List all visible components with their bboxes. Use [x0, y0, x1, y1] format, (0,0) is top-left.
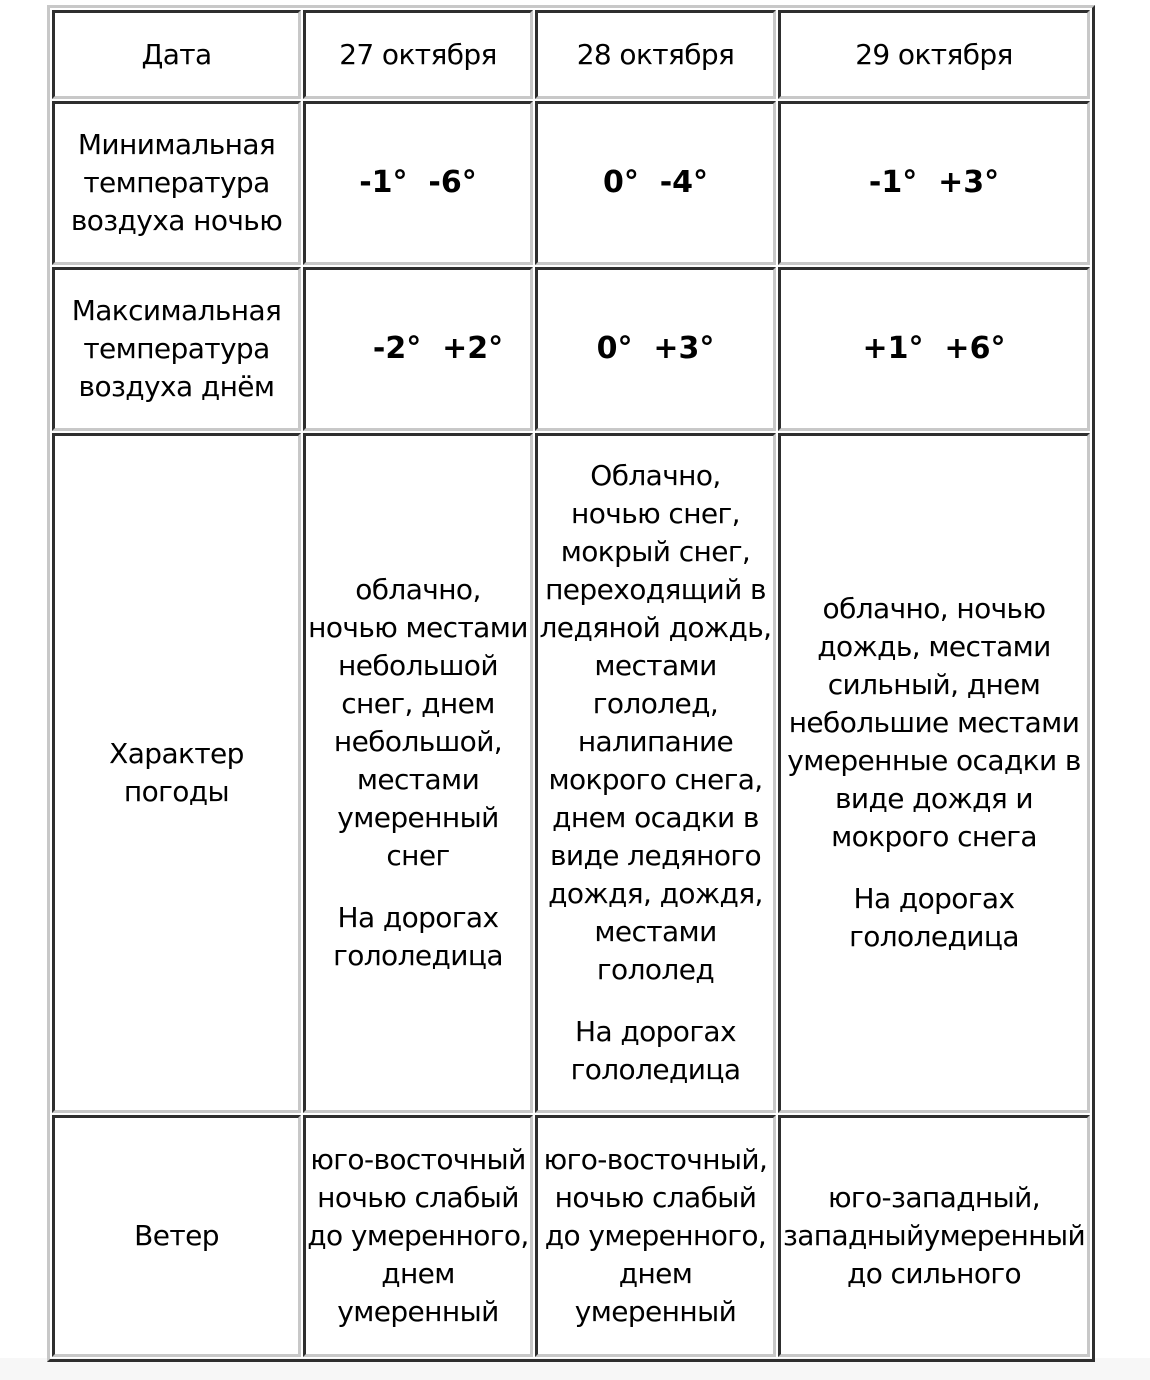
max-temp-cell	[303, 267, 533, 431]
min-temp-value: -1° +3°	[868, 165, 1000, 200]
table-row-wind	[52, 1115, 1090, 1357]
table-row-min-temp	[52, 101, 1090, 265]
weather-forecast-table	[47, 5, 1095, 1362]
date-29: 29 октября	[855, 37, 1013, 71]
min-temp-label: Минимальная температура воздуха ночью	[70, 128, 283, 237]
date-28: 28 октября	[576, 37, 735, 71]
wind-label: Ветер	[134, 1219, 219, 1252]
row-header-weather	[52, 433, 301, 1113]
weather-cell	[535, 433, 776, 1113]
weather-label: Характер погоды	[109, 737, 244, 808]
date-27: 27 октября	[339, 37, 497, 71]
min-temp-value: 0° -4°	[602, 165, 709, 200]
weather-cell	[778, 433, 1090, 1113]
max-temp-value: 0° +3°	[596, 331, 715, 366]
wind-cell	[303, 1115, 533, 1357]
weather-description: облачно, ночью дождь, местами сильный, днем небольшие местами умеренные осадки в виде дождя и мокрого снега	[787, 592, 1081, 853]
weather-description: Облачно, ночью снег, мокрый снег, переходящий в ледяной дождь, местами гололед, налипание мокрого снега, днем осадки в виде ледяного дождя, дождя, местами гололед	[539, 459, 772, 986]
row-header-wind	[52, 1115, 301, 1357]
road-conditions: На дорогах гололедица	[570, 1015, 741, 1086]
date-cell	[778, 10, 1090, 99]
wind-value: юго-восточный, ночью слабый до умеренного, днем умеренный	[543, 1143, 768, 1328]
table-row-max-temp	[52, 267, 1090, 431]
weather-description: облачно, ночью местами небольшой снег, днем небольшой, местами умеренный снег	[308, 573, 528, 872]
max-temp-cell	[778, 267, 1090, 431]
table-row-weather	[52, 433, 1090, 1113]
road-conditions: На дорогах гололедица	[333, 901, 503, 972]
min-temp-cell	[778, 101, 1090, 265]
max-temp-value: -2° +2°	[372, 331, 504, 366]
weather-cell	[303, 433, 533, 1113]
max-temp-label: Максимальная температура воздуха днём	[71, 294, 282, 403]
date-cell	[535, 10, 776, 99]
min-temp-cell	[303, 101, 533, 265]
wind-value: юго-восточный ночью слабый до умеренного, днем умеренный	[307, 1143, 529, 1328]
min-temp-cell	[535, 101, 776, 265]
wind-cell	[778, 1115, 1090, 1357]
wind-value: юго-западный, западныйумеренный до сильного	[782, 1181, 1086, 1290]
date-label: Дата	[141, 37, 212, 71]
row-header-min-temp	[52, 101, 301, 265]
row-header-date	[52, 10, 301, 99]
date-cell	[303, 10, 533, 99]
min-temp-value: -1° -6°	[359, 165, 477, 200]
road-conditions: На дорогах гололедица	[849, 882, 1019, 953]
max-temp-value: +1° +6°	[862, 331, 1006, 366]
wind-cell	[535, 1115, 776, 1357]
max-temp-cell	[535, 267, 776, 431]
table-row-date	[52, 10, 1090, 99]
row-header-max-temp	[52, 267, 301, 431]
